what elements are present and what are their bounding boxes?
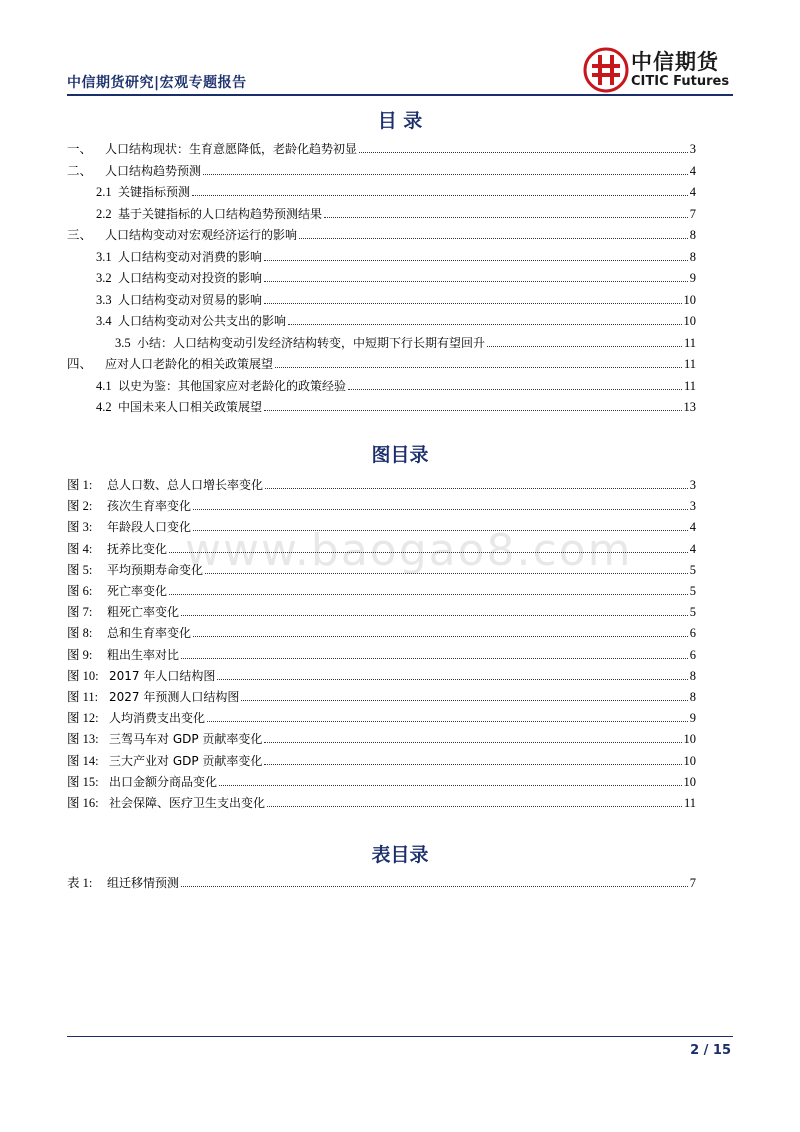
entry-page-number: 11 bbox=[683, 796, 696, 810]
entry-title: 年龄段人口变化 bbox=[107, 520, 192, 535]
entry-title: 应对人口老龄化的相关政策展望 bbox=[105, 357, 274, 371]
entry-number: 图 15: bbox=[67, 774, 99, 789]
entry-number: 4.1 bbox=[96, 378, 112, 393]
entry-title: 抚养比变化 bbox=[107, 541, 168, 556]
dot-leader bbox=[348, 377, 682, 390]
entry-number: 2.1 bbox=[96, 185, 112, 199]
dot-leader bbox=[264, 398, 681, 411]
dot-leader bbox=[193, 624, 688, 637]
toc-entry[interactable] bbox=[96, 204, 696, 224]
entry-title: 粗出生率对比 bbox=[107, 647, 180, 662]
toc-entry[interactable] bbox=[67, 729, 696, 749]
toc-entry[interactable] bbox=[67, 139, 696, 159]
dot-leader bbox=[217, 667, 687, 680]
dot-leader bbox=[181, 874, 688, 887]
dot-leader bbox=[181, 603, 688, 616]
entry-number: 图 16: bbox=[67, 796, 99, 810]
entry-page-number: 10 bbox=[683, 292, 696, 307]
entry-number: 四、 bbox=[67, 357, 93, 371]
dot-leader bbox=[264, 752, 681, 765]
entry-title: 死亡率变化 bbox=[107, 584, 168, 598]
toc-entry[interactable] bbox=[67, 666, 696, 686]
toc-entry[interactable] bbox=[67, 602, 696, 622]
dot-leader bbox=[265, 476, 688, 489]
page-number: 2 / 15 bbox=[690, 1043, 731, 1058]
entry-title: 平均预期寿命变化 bbox=[107, 562, 204, 577]
figures-title: 图目录 bbox=[371, 444, 429, 466]
entry-page-number: 11 bbox=[683, 335, 696, 350]
entry-title: 孩次生育率变化 bbox=[107, 499, 192, 514]
citic-emblem-icon bbox=[583, 46, 629, 94]
entry-page-number: 6 bbox=[689, 626, 696, 641]
dot-leader bbox=[219, 773, 681, 786]
toc-entry[interactable] bbox=[67, 539, 696, 559]
dot-leader bbox=[264, 730, 681, 743]
entry-number: 二、 bbox=[67, 163, 93, 178]
toc-entry[interactable] bbox=[67, 873, 696, 893]
dot-leader bbox=[359, 140, 688, 153]
entry-number: 图 9: bbox=[67, 647, 93, 662]
entry-title: 以史为鉴：其他国家应对老龄化的政策经验 bbox=[118, 378, 347, 393]
toc-entry[interactable] bbox=[96, 247, 696, 267]
toc-entry[interactable] bbox=[67, 687, 696, 707]
entry-title: 人均消费支出变化 bbox=[109, 711, 206, 726]
toc-entry[interactable] bbox=[67, 496, 696, 516]
entry-page-number: 4 bbox=[689, 185, 696, 199]
logo-name: 中信期货 bbox=[631, 50, 719, 74]
entry-title: 总人口数、总人口增长率变化 bbox=[107, 478, 264, 492]
toc-entry[interactable] bbox=[67, 772, 696, 792]
entry-number: 2.2 bbox=[96, 206, 112, 221]
dot-leader bbox=[299, 226, 688, 239]
dot-leader bbox=[264, 269, 688, 282]
entry-number: 图 14: bbox=[67, 753, 99, 768]
entry-page-number: 11 bbox=[683, 357, 696, 371]
entry-page-number: 9 bbox=[689, 271, 696, 285]
entry-page-number: 6 bbox=[689, 647, 696, 662]
toc-entry[interactable] bbox=[67, 225, 696, 245]
toc-entry[interactable] bbox=[96, 397, 696, 417]
toc-entry[interactable] bbox=[67, 751, 696, 771]
toc-entry[interactable] bbox=[67, 645, 696, 665]
entry-page-number: 3 bbox=[689, 499, 696, 514]
entry-number: 图 13: bbox=[67, 732, 99, 747]
entry-number: 图 8: bbox=[67, 626, 93, 641]
entry-title: 出口金额分商品变化 bbox=[109, 774, 218, 789]
dot-leader bbox=[264, 248, 688, 261]
entry-page-number: 4 bbox=[689, 163, 696, 178]
toc-entry[interactable] bbox=[96, 182, 696, 202]
toc-entry[interactable] bbox=[96, 311, 696, 331]
dot-leader bbox=[193, 518, 688, 531]
entry-title: 粗死亡率变化 bbox=[107, 605, 180, 620]
entry-title: 小结：人口结构变动引发经济结构转变，中短期下行长期有望回升 bbox=[137, 335, 486, 350]
entry-title: 中国未来人口相关政策展望 bbox=[118, 400, 263, 414]
entry-number: 图 1: bbox=[67, 478, 93, 492]
header-title: 中信期货研究|宏观专题报告 bbox=[67, 75, 247, 91]
entry-number: 3.3 bbox=[96, 292, 112, 307]
entry-page-number: 3 bbox=[689, 142, 696, 156]
entry-number: 图 4: bbox=[67, 541, 93, 556]
toc-entry[interactable] bbox=[67, 708, 696, 728]
entry-title: 人口结构变动对宏观经济运行的影响 bbox=[105, 228, 298, 242]
entry-title: 基于关键指标的人口结构趋势预测结果 bbox=[118, 206, 323, 221]
entry-page-number: 10 bbox=[683, 314, 696, 328]
entry-page-number: 8 bbox=[689, 228, 696, 242]
entry-page-number: 8 bbox=[689, 690, 696, 704]
dot-leader bbox=[207, 709, 688, 722]
entry-number: 图 10: bbox=[67, 668, 99, 683]
entry-page-number: 8 bbox=[689, 249, 696, 264]
entry-page-number: 5 bbox=[689, 584, 696, 598]
entry-page-number: 10 bbox=[683, 732, 696, 747]
entry-number: 3.4 bbox=[96, 314, 112, 328]
entry-number: 图 11: bbox=[67, 690, 99, 704]
entry-page-number: 3 bbox=[689, 478, 696, 492]
dot-leader bbox=[169, 582, 688, 595]
entry-page-number: 10 bbox=[683, 774, 696, 789]
entry-number: 4.2 bbox=[96, 400, 112, 414]
entry-title: 三驾马车对 GDP 贡献率变化 bbox=[109, 732, 263, 747]
entry-title: 人口结构现状：生育意愿降低，老龄化趋势初显 bbox=[105, 142, 358, 156]
entry-title: 人口结构变动对公共支出的影响 bbox=[118, 314, 287, 328]
entry-number: 图 12: bbox=[67, 711, 99, 726]
toc-title: 目 录 bbox=[377, 110, 423, 132]
toc-entry[interactable] bbox=[96, 376, 696, 396]
entry-number: 三、 bbox=[67, 228, 93, 242]
entry-title: 2027 年预测人口结构图 bbox=[109, 690, 240, 704]
entry-page-number: 7 bbox=[689, 206, 696, 221]
entry-page-number: 5 bbox=[689, 605, 696, 620]
entry-number: 3.2 bbox=[96, 271, 112, 285]
toc-entry[interactable] bbox=[67, 793, 696, 813]
tables-title: 表目录 bbox=[371, 844, 429, 866]
entry-title: 人口结构变动对投资的影响 bbox=[118, 271, 263, 285]
toc-entry[interactable] bbox=[67, 560, 696, 580]
dot-leader bbox=[267, 794, 682, 807]
entry-number: 一、 bbox=[67, 142, 93, 156]
entry-title: 社会保障、医疗卫生支出变化 bbox=[109, 796, 266, 810]
entry-number: 图 5: bbox=[67, 562, 93, 577]
entry-page-number: 10 bbox=[683, 753, 696, 768]
entry-page-number: 4 bbox=[689, 520, 696, 535]
toc-entry[interactable] bbox=[67, 581, 696, 601]
dot-leader bbox=[241, 688, 687, 701]
watermark: www.baogao8.com bbox=[185, 525, 633, 576]
toc-entry[interactable] bbox=[67, 517, 696, 537]
entry-number: 图 6: bbox=[67, 584, 93, 598]
citic-logo bbox=[583, 44, 733, 96]
entry-number: 图 7: bbox=[67, 605, 93, 620]
entry-page-number: 4 bbox=[689, 541, 696, 556]
dot-leader bbox=[169, 540, 688, 553]
entry-title: 组迁移情预测 bbox=[107, 876, 180, 890]
entry-title: 三大产业对 GDP 贡献率变化 bbox=[109, 753, 263, 768]
dot-leader bbox=[192, 183, 688, 196]
entry-title: 人口结构变动对贸易的影响 bbox=[118, 292, 263, 307]
logo-english: CITIC Futures bbox=[631, 74, 730, 89]
entry-page-number: 13 bbox=[683, 400, 696, 414]
toc-entry[interactable] bbox=[67, 475, 696, 495]
dot-leader bbox=[203, 162, 688, 175]
toc-entry[interactable] bbox=[96, 290, 696, 310]
entry-title: 总和生育率变化 bbox=[107, 626, 192, 641]
entry-title: 关键指标预测 bbox=[118, 185, 191, 199]
dot-leader bbox=[193, 497, 688, 510]
toc-entry[interactable] bbox=[67, 161, 696, 181]
entry-page-number: 9 bbox=[689, 711, 696, 726]
entry-title: 人口结构趋势预测 bbox=[105, 163, 202, 178]
toc-entry[interactable] bbox=[96, 268, 696, 288]
entry-title: 2017 年人口结构图 bbox=[109, 668, 216, 683]
dot-leader bbox=[181, 646, 688, 659]
entry-number: 表 1: bbox=[67, 876, 93, 890]
entry-number: 图 3: bbox=[67, 520, 93, 535]
footer-divider bbox=[67, 1036, 733, 1037]
entry-page-number: 7 bbox=[689, 876, 696, 890]
entry-page-number: 8 bbox=[689, 668, 696, 683]
entry-number: 3.1 bbox=[96, 249, 112, 264]
entry-number: 3.5 bbox=[115, 335, 131, 350]
entry-number: 图 2: bbox=[67, 499, 93, 514]
dot-leader bbox=[264, 291, 681, 304]
entry-page-number: 11 bbox=[683, 378, 696, 393]
dot-leader bbox=[324, 205, 688, 218]
toc-entry[interactable] bbox=[67, 354, 696, 374]
toc-entry[interactable] bbox=[67, 623, 696, 643]
entry-title: 人口结构变动对消费的影响 bbox=[118, 249, 263, 264]
entry-page-number: 5 bbox=[689, 562, 696, 577]
dot-leader bbox=[275, 355, 682, 368]
dot-leader bbox=[288, 312, 681, 325]
header-divider bbox=[67, 94, 733, 96]
toc-entry[interactable] bbox=[115, 333, 696, 353]
dot-leader bbox=[205, 561, 688, 574]
dot-leader bbox=[487, 334, 682, 347]
